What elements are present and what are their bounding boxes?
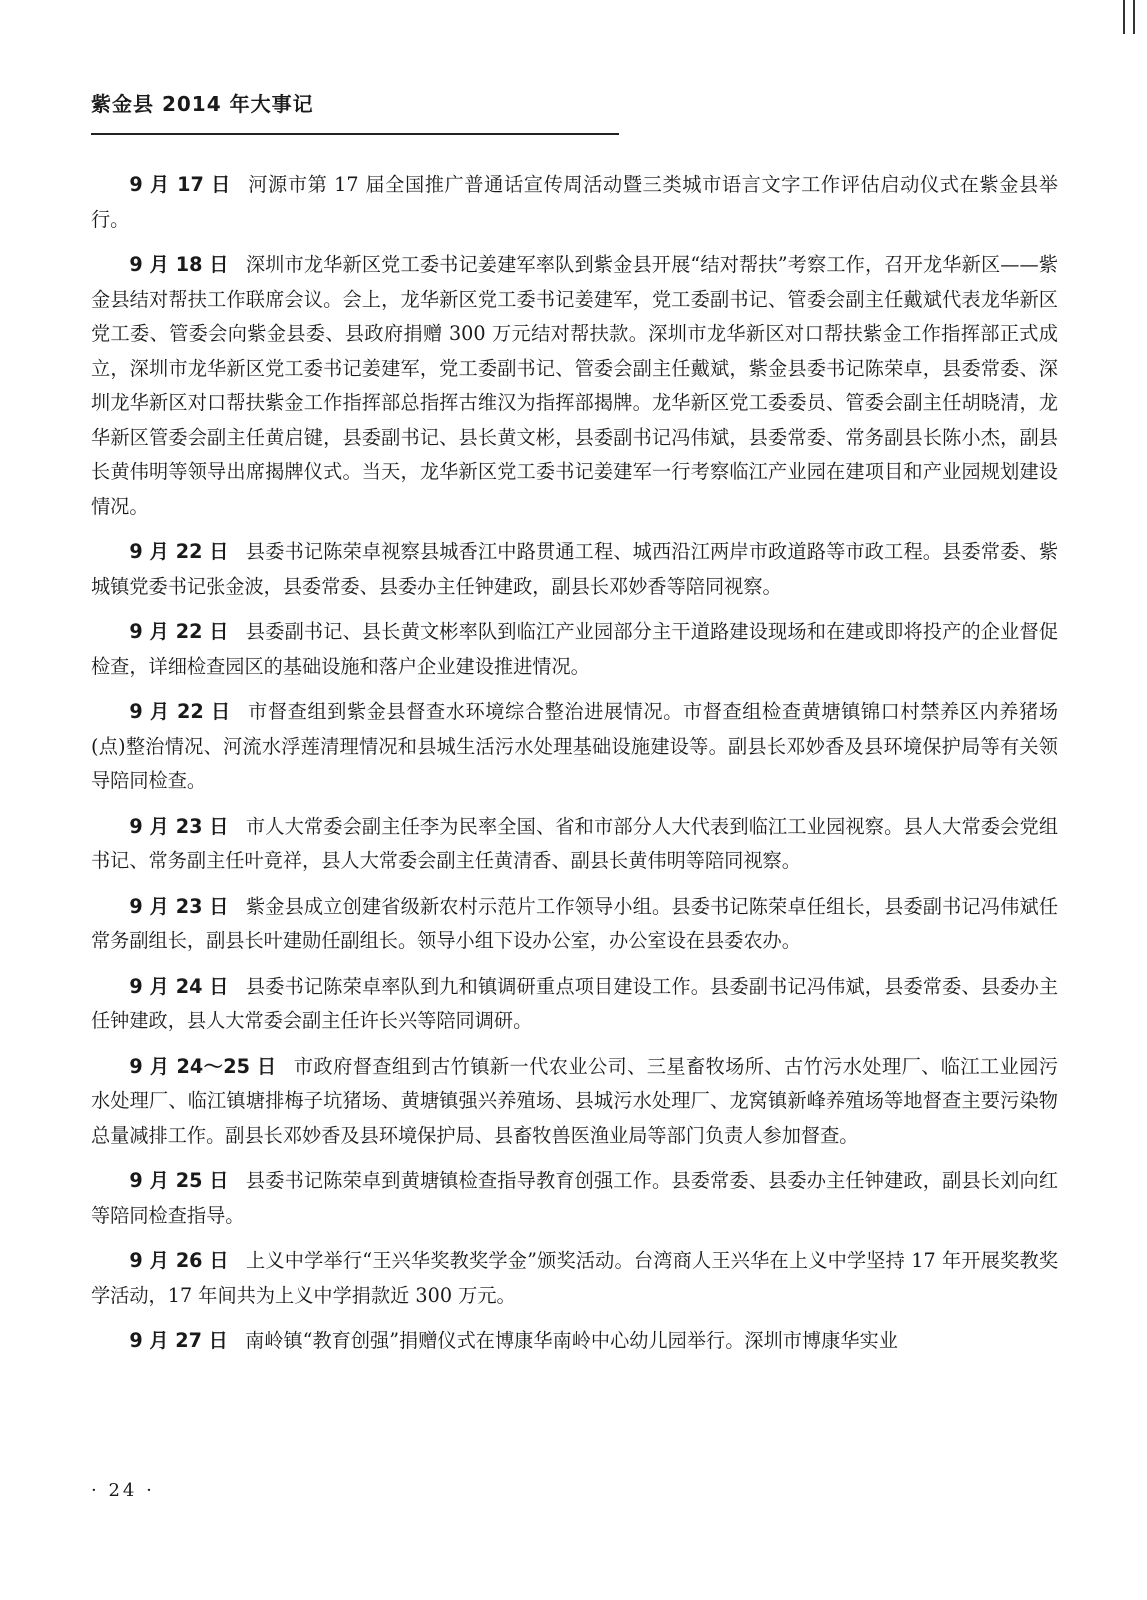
entry-text: 县委副书记、县长黄文彬率队到临江产业园部分主干道路建设现场和在建或即将投产的企业督促检查，详细检查园区的基础设施和落户企业建设推进情况。 [91,620,1059,678]
chronicle-entry [91,1244,1058,1313]
entry-text: 上义中学举行“王兴华奖教奖学金”颁奖活动。台湾商人王兴华在上义中学坚持 17 年开展奖教奖学活动，17 年间共为上义中学捐款近 300 万元。 [91,1249,1059,1307]
page-number: · 24 · [91,1480,155,1501]
entry-text: 河源市第 17 届全国推广普通话宣传周活动暨三类城市语言文字工作评估启动仪式在紫金县举行。 [91,173,1058,231]
entry-text: 南岭镇“教育创强”捐赠仪式在博康华南岭中心幼儿园举行。深圳市博康华实业 [245,1329,898,1352]
entry-text: 紫金县成立创建省级新农村示范片工作领导小组。县委书记陈荣卓任组长，县委副书记冯伟斌任常务副组长，副县长叶建勋任副组长。领导小组下设办公室，办公室设在县委农办。 [91,894,1059,952]
header-rule [91,133,619,135]
entry-date: 9 月 18 日 [129,253,229,276]
chronicle-entry [91,168,1058,237]
entry-date: 9 月 24 日 [129,974,229,998]
chronicle-entries [91,168,1058,1370]
chronicle-entry [91,615,1058,684]
entry-date: 9 月 24～25 日 [129,1054,277,1078]
chronicle-entry [91,535,1058,604]
entry-text: 县委书记陈荣卓率队到九和镇调研重点项目建设工作。县委副书记冯伟斌，县委常委、县委办主任钟建政，县人大常委会副主任许长兴等陪同调研。 [91,974,1059,1032]
entry-date: 9 月 17 日 [129,173,231,196]
entry-date: 9 月 22 日 [129,540,229,563]
entry-text: 县委书记陈荣卓视察县城香江中路贯通工程、城西沿江两岸市政道路等市政工程。县委常委、紫城镇党委书记张金波，县委常委、县委办主任钟建政，副县长邓妙香等陪同视察。 [91,540,1059,598]
chronicle-entry [91,1164,1058,1233]
chronicle-entry [91,810,1058,879]
entry-date: 9 月 23 日 [129,814,229,838]
entry-date: 9 月 27 日 [129,1329,228,1352]
entry-text: 市人大常委会副主任李为民率全国、省和市部分人大代表到临江工业园视察。县人大常委会党组书记、常务副主任叶竟祥，县人大常委会副主任黄清香、副县长黄伟明等陪同视察。 [91,814,1059,872]
entry-text: 市督查组到紫金县督查水环境综合整治进展情况。市督查组检查黄塘镇锦口村禁养区内养猪场(点)整治情况、河流水浮莲清理情况和县城生活污水处理基础设施建设等。副县长邓妙香及县环境保护局等有关领导陪同检查。 [91,700,1059,792]
chronicle-entry [91,1050,1058,1154]
running-header-title: 紫金县 2014 年大事记 [91,92,314,116]
entry-date: 9 月 22 日 [129,700,231,723]
entry-text: 深圳市龙华新区党工委书记姜建军率队到紫金县开展“结对帮扶”考察工作，召开龙华新区——紫金县结对帮扶工作联席会议。会上，龙华新区党工委书记姜建军，党工委副书记、管委会副主任戴斌代表龙华新区党工委、管委会向紫金县委、县政府捐赠 300 万元结对帮扶款。深圳市龙华新区对口帮扶紫金工作指挥部正式成立，深圳市龙华新区党工委书记姜建军，党工委副书记、管委会副主任戴斌，紫金县委书记陈荣卓，县委常委、深圳龙华新区对口帮扶紫金工作指挥部总指挥古维汉为指挥部揭牌。龙华新区党工委委员、管委会副主任胡晓清，龙华新区管委会副主任黄启键，县委副书记、县长黄文彬，县委副书记冯伟斌，县委常委、常务副县长陈小杰，副县长黄伟明等领导出席揭牌仪式。当天，龙华新区党工委书记姜建军一行考察临江产业园在建项目和产业园规划建设情况。 [91,253,1058,518]
entry-text: 县委书记陈荣卓到黄塘镇检查指导教育创强工作。县委常委、县委办主任钟建政，副县长刘向红等陪同检查指导。 [91,1169,1059,1227]
entry-text: 市政府督查组到古竹镇新一代农业公司、三星畜牧场所、古竹污水处理厂、临江工业园污水处理厂、临江镇塘排梅子坑猪场、黄塘镇强兴养殖场、县城污水处理厂、龙窝镇新峰养殖场等地督查主要污染物总量减排工作。副县长邓妙香及县环境保护局、县畜牧兽医渔业局等部门负责人参加督查。 [91,1054,1059,1147]
scan-corner-mark [1123,0,1135,34]
chronicle-entry [91,970,1058,1039]
chronicle-entry [91,695,1058,799]
entry-date: 9 月 26 日 [129,1249,229,1272]
chronicle-entry [91,248,1058,524]
entry-date: 9 月 23 日 [129,894,229,918]
entry-date: 9 月 25 日 [129,1169,229,1192]
entry-date: 9 月 22 日 [129,620,229,643]
chronicle-entry [91,890,1058,959]
chronicle-entry [91,1324,1058,1359]
